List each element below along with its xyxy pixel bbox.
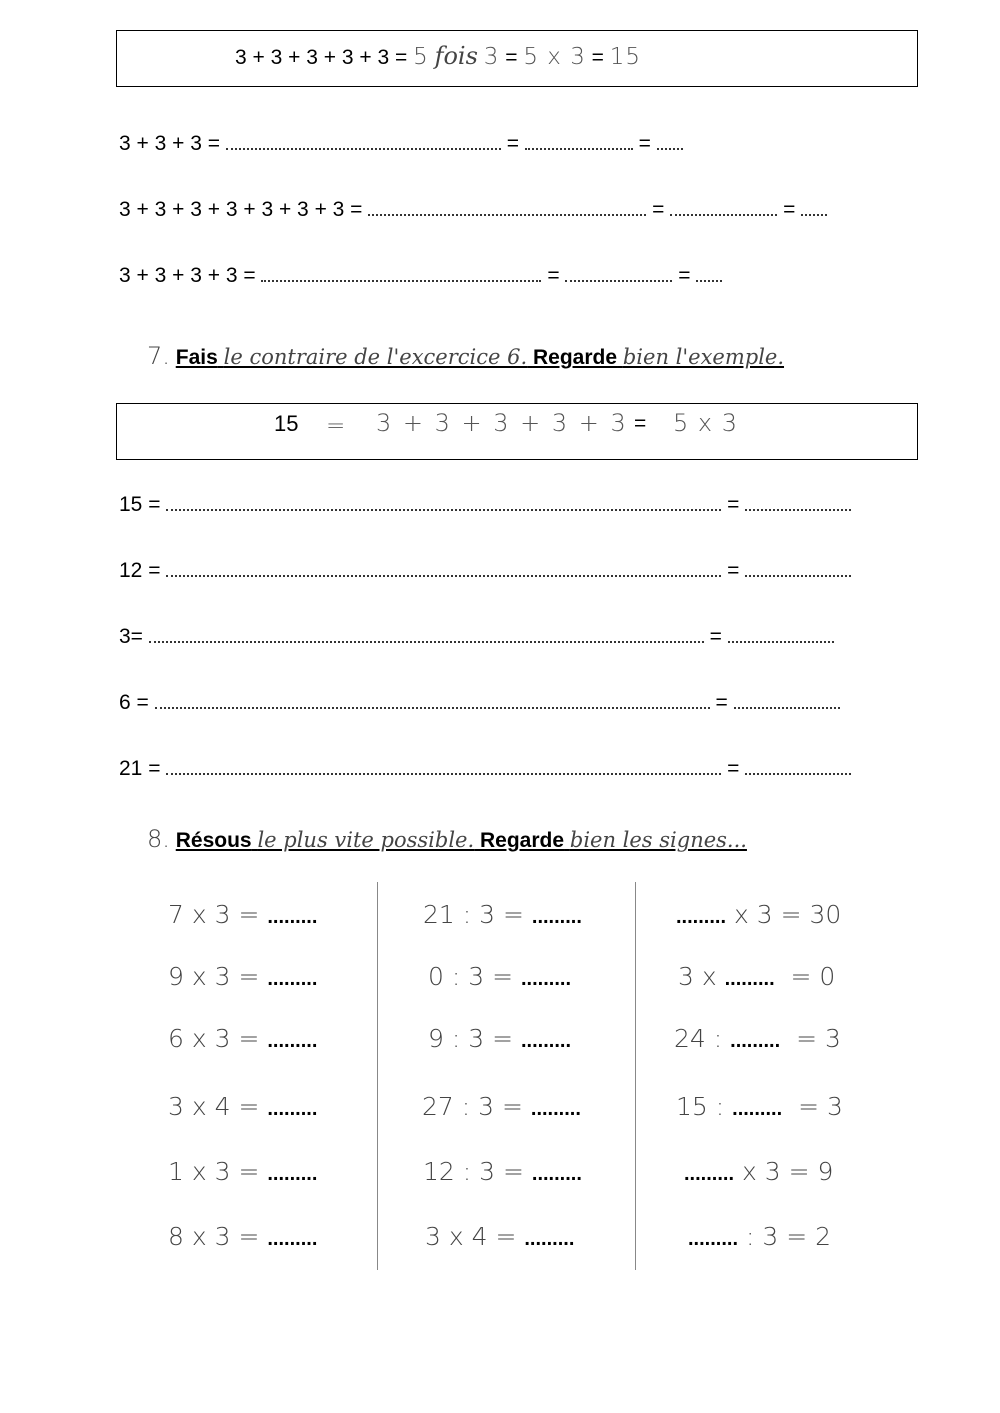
- answer-blank[interactable]: .........: [267, 1163, 318, 1185]
- ex8-word-1: Résous: [175, 829, 252, 852]
- ex8-col2-item: 9 : 3 = .........: [428, 1024, 571, 1053]
- ex7-row-left: 12 =: [119, 559, 161, 582]
- ex7-heading: [147, 344, 784, 368]
- ex7-row-eq: =: [727, 493, 740, 516]
- ex8-col2-item: 27 : 3 = .........: [422, 1092, 581, 1121]
- example-1-times-num: 5: [413, 44, 429, 70]
- ex6-row-eq: =: [783, 198, 796, 221]
- ex7-word-2: Regarde: [532, 346, 618, 369]
- answer-blank[interactable]: .........: [530, 1098, 581, 1120]
- answer-blank[interactable]: .........: [684, 1163, 735, 1185]
- ex8-word-2: Regarde: [480, 829, 565, 852]
- answer-blank[interactable]: [696, 266, 722, 282]
- example-1-line: [235, 44, 641, 69]
- ex7-row-2: [119, 560, 851, 581]
- ex7-row-3: [119, 626, 834, 647]
- answer-blank[interactable]: .........: [524, 1228, 575, 1250]
- answer-blank[interactable]: .........: [730, 1030, 781, 1052]
- ex7-row-left: 21 =: [119, 757, 161, 780]
- example-1-eq2: =: [591, 46, 604, 69]
- ex7-row-4: [119, 692, 840, 713]
- ex8-col1-item: 1 x 3 = .........: [168, 1157, 318, 1186]
- answer-blank[interactable]: [801, 200, 827, 216]
- ex8-col2-item: 21 : 3 = .........: [423, 900, 582, 929]
- ex8-col1-item: 7 x 3 = .........: [168, 900, 318, 929]
- answer-blank[interactable]: .........: [531, 906, 582, 928]
- answer-blank[interactable]: .........: [267, 968, 318, 990]
- example-2-number: 15: [274, 411, 299, 436]
- answer-blank[interactable]: .........: [267, 1228, 318, 1250]
- answer-blank[interactable]: [149, 627, 704, 643]
- answer-blank[interactable]: [368, 200, 646, 216]
- answer-blank[interactable]: [745, 495, 851, 511]
- example-2-sum: 3 + 3 + 3 + 3 + 3: [376, 409, 627, 437]
- answer-blank[interactable]: [166, 495, 721, 511]
- ex8-script-2: bien les signes...: [569, 828, 747, 852]
- ex8-col2-item: 0 : 3 = .........: [428, 962, 571, 991]
- ex7-script-1: le contraire de l'excercice 6.: [223, 345, 528, 369]
- ex7-row-5: [119, 758, 851, 779]
- ex6-row-3: [119, 265, 722, 286]
- example-box-1: [116, 30, 918, 87]
- ex8-col3-item: ......... x 3 = 30: [676, 900, 842, 929]
- example-box-2: [116, 403, 918, 460]
- answer-blank[interactable]: .........: [267, 1098, 318, 1120]
- ex8-col2-item: 3 x 4 = .........: [425, 1222, 575, 1251]
- answer-blank[interactable]: .........: [531, 1163, 582, 1185]
- ex7-row-1: [119, 494, 851, 515]
- ex6-row-eq: =: [678, 264, 691, 287]
- ex8-heading: [147, 827, 747, 851]
- ex6-row-eq: =: [638, 132, 651, 155]
- answer-blank[interactable]: .........: [724, 968, 775, 990]
- example-2-eq2: =: [634, 412, 647, 435]
- ex7-word-1: Fais: [175, 346, 218, 369]
- answer-blank[interactable]: [728, 627, 834, 643]
- answer-blank[interactable]: [166, 561, 721, 577]
- column-divider: [635, 882, 636, 1270]
- ex8-col1-item: 8 x 3 = .........: [168, 1222, 318, 1251]
- answer-blank[interactable]: [745, 561, 851, 577]
- ex8-number: 8.: [147, 825, 170, 853]
- answer-blank[interactable]: [670, 200, 777, 216]
- answer-blank[interactable]: [657, 134, 683, 150]
- ex8-col2-item: 12 : 3 = .........: [423, 1157, 582, 1186]
- ex7-row-eq: =: [727, 559, 740, 582]
- ex7-row-left: 6 =: [119, 691, 149, 714]
- ex8-script-1: le plus vite possible.: [257, 828, 475, 852]
- answer-blank[interactable]: .........: [520, 968, 571, 990]
- ex7-number: 7.: [147, 342, 170, 370]
- ex6-row-left: 3 + 3 + 3 + 3 + 3 + 3 + 3 =: [119, 198, 363, 221]
- ex7-row-eq: =: [709, 625, 722, 648]
- ex7-row-left: 15 =: [119, 493, 161, 516]
- ex7-row-eq: =: [727, 757, 740, 780]
- answer-blank[interactable]: .........: [732, 1098, 783, 1120]
- ex6-row-eq: =: [652, 198, 665, 221]
- ex8-col3-item: 15 : ......... = 3: [676, 1092, 843, 1121]
- ex8-col1-item: 6 x 3 = .........: [168, 1024, 318, 1053]
- ex6-row-left: 3 + 3 + 3 =: [119, 132, 221, 155]
- ex8-col3-item: 24 : ......... = 3: [674, 1024, 841, 1053]
- example-1-fois: fois: [434, 42, 478, 70]
- example-1-sum: 3 + 3 + 3 + 3 + 3 =: [235, 46, 408, 69]
- answer-blank[interactable]: [734, 693, 840, 709]
- ex7-script-2: bien l'exemple.: [622, 345, 785, 369]
- example-1-times-b: 3: [483, 44, 500, 70]
- ex8-col1-item: 9 x 3 = .........: [168, 962, 318, 991]
- ex6-row-1: [119, 133, 683, 154]
- ex7-row-left: 3=: [119, 625, 143, 648]
- example-1-result: 15: [609, 44, 642, 70]
- ex8-col3-item: ......... : 3 = 2: [688, 1222, 831, 1251]
- ex6-row-2: [119, 199, 827, 220]
- example-2-product: 5 x 3: [673, 409, 738, 437]
- example-2-eq1: =: [326, 413, 347, 439]
- answer-blank[interactable]: [155, 693, 710, 709]
- ex8-col1-item: 3 x 4 = .........: [168, 1092, 318, 1121]
- answer-blank[interactable]: [525, 134, 633, 150]
- ex8-col3-item: 3 x ......... = 0: [678, 962, 836, 991]
- ex8-col3-item: ......... x 3 = 9: [684, 1157, 834, 1186]
- answer-blank[interactable]: [565, 266, 672, 282]
- column-divider: [377, 882, 378, 1270]
- ex6-row-left: 3 + 3 + 3 + 3 =: [119, 264, 256, 287]
- ex6-row-eq: =: [506, 132, 519, 155]
- ex6-row-eq: =: [547, 264, 560, 287]
- answer-blank[interactable]: .........: [676, 906, 727, 928]
- answer-blank[interactable]: .........: [267, 1030, 318, 1052]
- answer-blank[interactable]: .........: [267, 906, 318, 928]
- answer-blank[interactable]: .........: [688, 1228, 739, 1250]
- example-1-product: 5 x 3: [523, 44, 586, 70]
- ex7-row-eq: =: [715, 691, 728, 714]
- answer-blank[interactable]: [261, 266, 541, 282]
- example-1-eq1: =: [505, 46, 518, 69]
- answer-blank[interactable]: [226, 134, 501, 150]
- answer-blank[interactable]: .........: [520, 1030, 571, 1052]
- answer-blank[interactable]: [745, 759, 851, 775]
- answer-blank[interactable]: [166, 759, 721, 775]
